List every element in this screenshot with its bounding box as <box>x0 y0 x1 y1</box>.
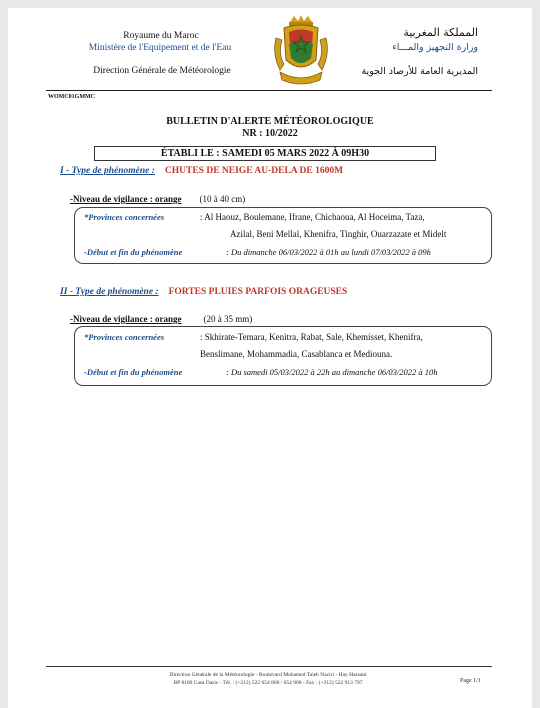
header-ministry: Ministère de l'Equipement et de l'Eau <box>88 43 232 53</box>
section-2-level <box>70 309 252 327</box>
header-kingdom: Royaume du Maroc <box>123 31 199 41</box>
header-kingdom-ar: المملكة المغربية <box>403 26 478 39</box>
established-date-box: ÉTABLI LE : SAMEDI 05 MARS 2022 À 09H30 <box>94 146 436 161</box>
section-1-period-label: -Début et fin du phénomène <box>84 247 183 257</box>
header-direction: Direction Générale de Météorologie <box>93 66 231 76</box>
footer-address: Direction Générale de la Météorologie - Boulevard Mohamed Taieb Naciri - Hay Hassani <box>169 672 367 678</box>
footer-divider <box>46 666 492 667</box>
coat-of-arms-emblem-icon <box>270 14 332 88</box>
section-2-provinces-line2: Benslimane, Mohammadia, Casablanca et Mediouna. <box>200 349 393 359</box>
section-1-level-label: -Niveau de vigilance : orange <box>70 194 182 204</box>
section-1-provinces-line1: : Al Haouz, Boulemane, Ifrane, Chichaoua, Al Hoceima, Taza, <box>200 212 425 222</box>
footer-contact: BP 8106 Casa Oasis - Tél. : (+212) 522 654 800 / 654 900 - Fax : (+212) 522 913 797 <box>173 680 363 686</box>
bulletin-title: BULLETIN D'ALERTE MÉTÉOROLOGIQUE <box>166 116 374 127</box>
section-1-provinces-line2: Azilal, Beni Mellal, Khenifra, Tinghir, Ouarzazate et Midelt <box>230 229 447 239</box>
section-2-label: II - Type de phénomène : <box>60 287 159 297</box>
footer-page-number: Page 1/1 <box>460 678 481 684</box>
section-1-level <box>70 189 245 207</box>
section-2-level-value: (20 à 35 mm) <box>203 314 253 324</box>
section-2-period-label: -Début et fin du phénomène <box>84 367 183 377</box>
bulletin-code: WOMC01GMMC <box>48 94 95 100</box>
section-1-heading <box>60 166 343 176</box>
section-2-provinces-label: *Provinces concernées <box>84 332 165 342</box>
section-1-period-value: : Du dimanche 06/03/2022 à 01h au lundi 07/03/2022 à 09h <box>226 247 431 257</box>
section-2-heading <box>60 287 347 297</box>
section-1-phenomenon: CHUTES DE NEIGE AU-DELA DE 1600M <box>164 166 344 176</box>
bulletin-number: NR : 10/2022 <box>242 128 298 139</box>
section-1-provinces-label: *Provinces concernées <box>84 212 165 222</box>
header-divider <box>46 90 492 91</box>
section-2-provinces-line1: : Skhirate-Temara, Kenitra, Rabat, Sale, Khemisset, Khenifra, <box>200 332 423 342</box>
section-2-period-value: : Du samedi 05/03/2022 à 22h au dimanche 06/03/2022 à 10h <box>226 367 438 377</box>
section-1-label: I - Type de phénomène : <box>60 166 155 176</box>
document-page <box>8 8 532 708</box>
section-2-phenomenon: FORTES PLUIES PARFOIS ORAGEUSES <box>168 287 348 297</box>
section-1-level-value: (10 à 40 cm) <box>199 194 246 204</box>
header-direction-ar: المديرية العامة للأرصاد الجوية <box>361 66 478 77</box>
section-2-level-label: -Niveau de vigilance : orange <box>70 314 182 324</box>
header-ministry-ar: وزارة التجهيز والمـــاء <box>392 42 478 53</box>
